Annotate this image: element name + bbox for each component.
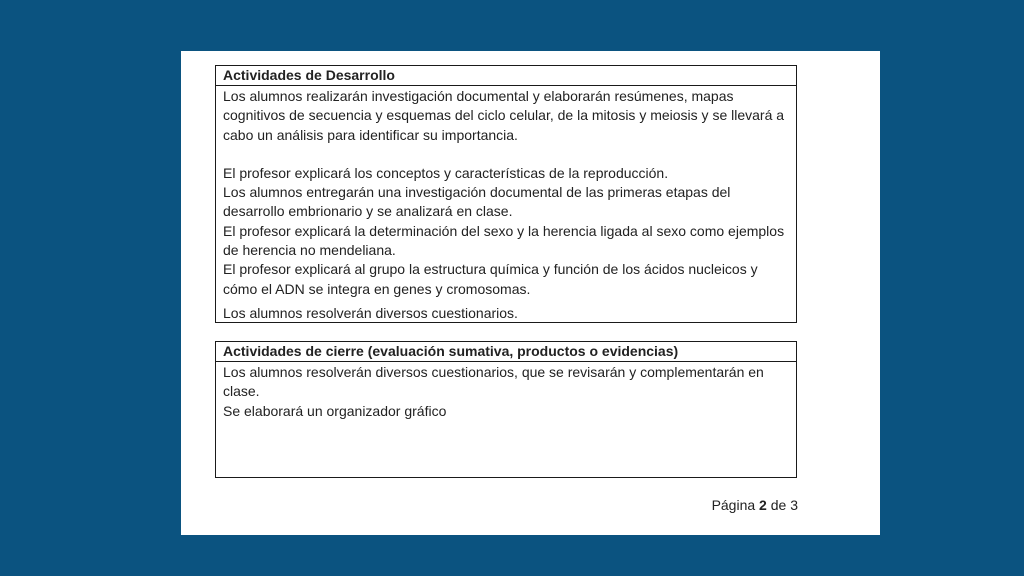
closing-activities-body	[216, 362, 796, 421]
development-activities-body	[216, 86, 796, 323]
paragraph-spacer	[223, 145, 788, 164]
development-paragraph: Los alumnos realizarán investigación documental y elaborarán resúmenes, mapas cognitivos de secuencia y esquemas del ciclo celular, de la mitosis y meiosis y se llevará a cabo un análisis para identificar su importancia.	[223, 88, 785, 143]
closing-paragraph: Se elaborará un organizador gráfico	[223, 402, 447, 419]
development-paragraph: Los alumnos entregarán una investigación documental de las primeras etapas del desarrollo embrionario y se analizará en clase.	[223, 184, 731, 220]
page-number-current: 2	[759, 497, 767, 513]
development-paragraph: El profesor explicará los conceptos y características de la reproducción.	[223, 164, 669, 181]
closing-paragraph: Los alumnos resolverán diversos cuestionarios, que se revisarán y complementarán en clase.	[223, 364, 764, 400]
development-paragraph: El profesor explicará al grupo la estructura química y función de los ácidos nucleicos y cómo el ADN se integra en genes y cromosomas.	[223, 261, 758, 297]
development-paragraph: El profesor explicará la determinación del sexo y la herencia ligada al sexo como ejemplos de herencia no mendeliana.	[223, 222, 785, 259]
page-number	[712, 497, 798, 513]
page-number-prefix: Página	[711, 497, 756, 513]
closing-activities-box	[215, 341, 797, 478]
development-activities-title: Actividades de Desarrollo	[216, 66, 796, 86]
closing-activities-title: Actividades de cierre (evaluación sumativa, productos o evidencias)	[216, 342, 796, 362]
document-page	[181, 51, 880, 535]
page-number-middle: de	[770, 497, 787, 513]
development-activities-box	[215, 65, 797, 323]
development-paragraph: Los alumnos resolverán diversos cuestionarios.	[223, 304, 518, 321]
page-number-total: 3	[790, 497, 798, 513]
